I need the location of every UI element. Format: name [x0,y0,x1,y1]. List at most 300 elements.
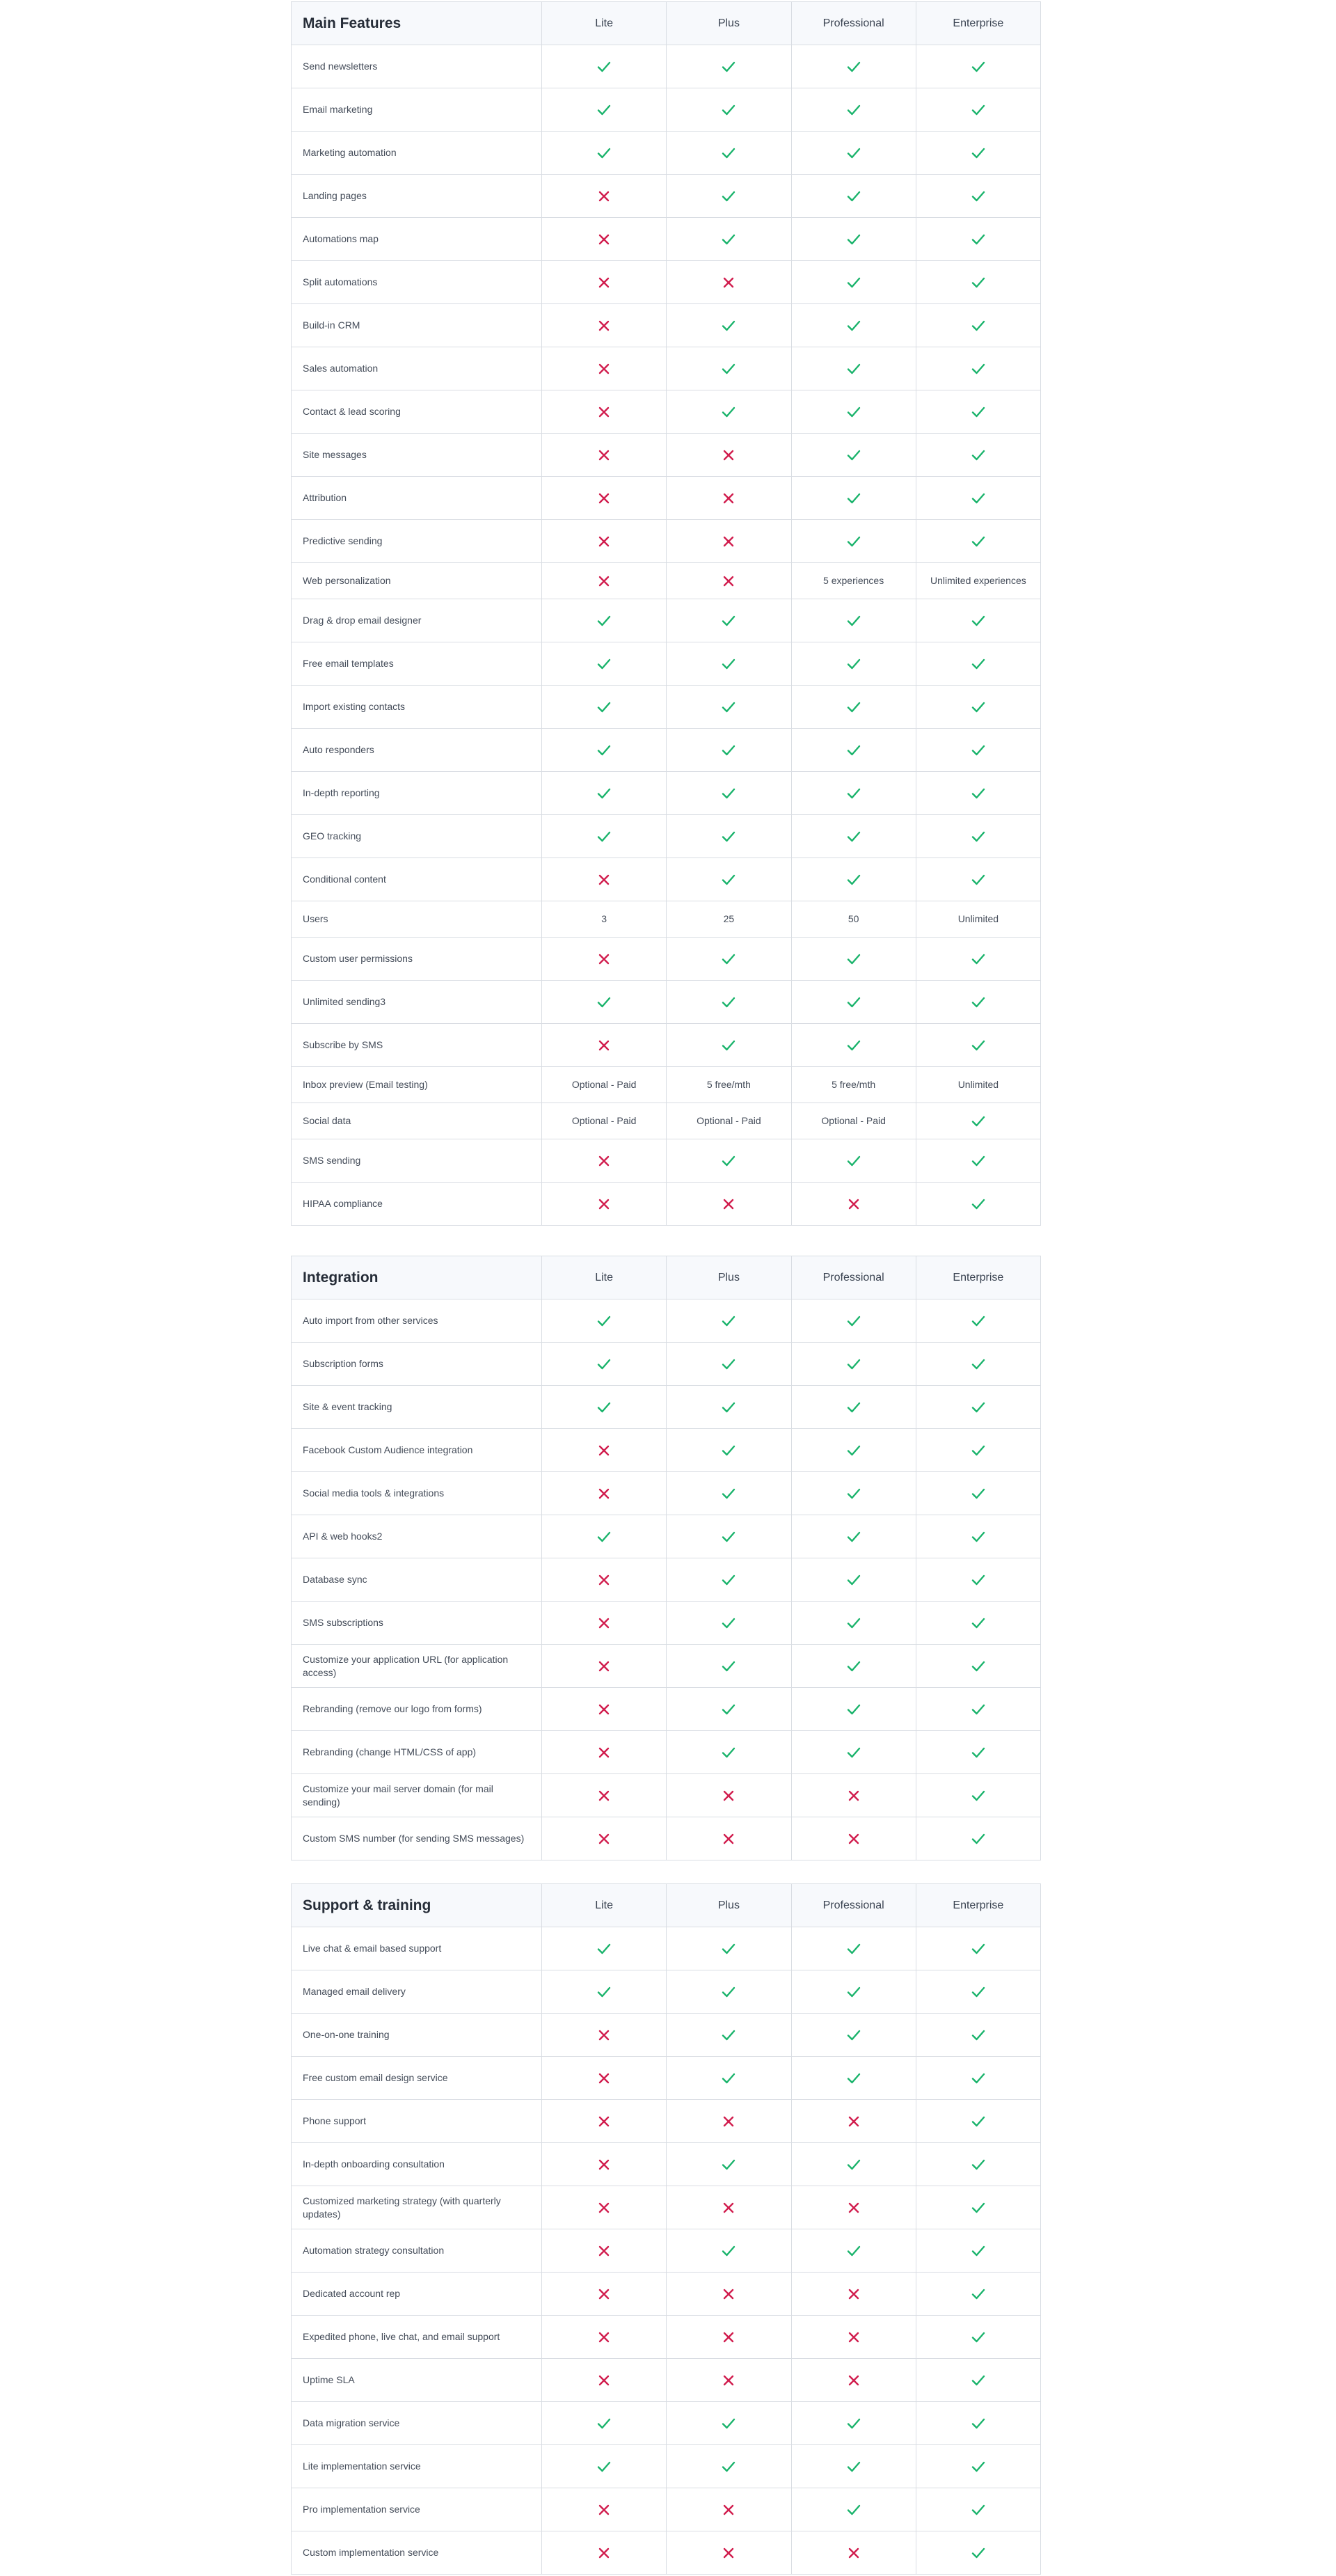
plan-cell-professional [791,1817,916,1860]
plan-cell-lite [542,1645,667,1688]
plan-cell-lite [542,2402,667,2445]
plan-cell-enterprise [916,938,1040,981]
plan-cell-enterprise [916,1386,1040,1429]
check-icon [596,1313,612,1329]
plan-cell-professional [791,347,916,390]
check-icon [970,1701,987,1718]
table-row [292,938,1041,981]
plan-cell-enterprise [916,2186,1040,2229]
feature-label: Custom implementation service [292,2531,542,2575]
plan-cell-enterprise [916,815,1040,858]
comparison-table [291,1256,1041,1860]
check-icon [596,742,612,759]
plan-cell-professional [791,2100,916,2143]
check-icon [970,490,987,507]
check-icon [845,1658,862,1675]
plan-cell-enterprise [916,347,1040,390]
plan-cell-enterprise [916,520,1040,563]
plan-cell-value: Optional - Paid [667,1103,791,1139]
plan-cell-professional [791,1386,916,1429]
plan-cell-plus [667,1139,791,1183]
cross-icon [596,274,612,291]
table-row [292,1067,1041,1103]
check-icon [845,2458,862,2475]
plan-header-professional: Professional [791,1256,916,1299]
plan-cell-plus [667,2531,791,2575]
plan-cell-plus [667,1515,791,1558]
plan-cell-enterprise [916,45,1040,88]
cross-icon [845,1787,862,1804]
plan-cell-enterprise [916,1103,1040,1139]
check-icon [720,1984,737,2000]
feature-label: HIPAA compliance [292,1183,542,1226]
check-icon [845,1615,862,1631]
check-icon [970,2502,987,2518]
cross-icon [596,1485,612,1502]
plan-cell-lite [542,1817,667,1860]
check-icon [970,656,987,672]
check-icon [845,404,862,420]
check-icon [720,231,737,248]
check-icon [720,317,737,334]
plan-cell-plus [667,2316,791,2359]
feature-label: SMS subscriptions [292,1602,542,1645]
plan-cell-professional [791,1970,916,2014]
check-icon [845,2156,862,2173]
feature-label: Phone support [292,2100,542,2143]
plan-cell-plus [667,477,791,520]
check-icon [845,951,862,967]
feature-label: Inbox preview (Email testing) [292,1067,542,1103]
cross-icon [596,361,612,377]
cross-icon [596,1037,612,1054]
plan-cell-enterprise [916,2531,1040,2575]
check-icon [970,1787,987,1804]
cross-icon [845,2329,862,2346]
cross-icon [596,1572,612,1588]
plan-cell-enterprise [916,2100,1040,2143]
check-icon [970,613,987,629]
check-icon [970,1196,987,1212]
feature-label: Conditional content [292,858,542,901]
check-icon [596,1399,612,1416]
cross-icon [596,1196,612,1212]
plan-cell-professional [791,1602,916,1645]
plan-cell-lite [542,477,667,520]
feature-label: Users [292,901,542,938]
check-icon [720,785,737,802]
table-row [292,563,1041,599]
check-icon [845,2243,862,2259]
plan-cell-value: 5 free/mth [667,1067,791,1103]
cross-icon [720,2113,737,2130]
cross-icon [596,2027,612,2044]
table-row [292,642,1041,686]
table-row [292,1429,1041,1472]
check-icon [845,1701,862,1718]
plan-cell-value: Optional - Paid [542,1103,667,1139]
check-icon [845,1356,862,1373]
plan-cell-lite [542,858,667,901]
plan-cell-lite [542,1024,667,1067]
check-icon [720,1615,737,1631]
plan-cell-value: Optional - Paid [791,1103,916,1139]
check-icon [970,951,987,967]
feature-label: Site messages [292,434,542,477]
plan-cell-plus [667,261,791,304]
table-row [292,218,1041,261]
check-icon [845,102,862,118]
plan-cell-enterprise [916,642,1040,686]
plan-cell-professional [791,1429,916,1472]
check-icon [720,404,737,420]
plan-cell-lite [542,1970,667,2014]
table-row [292,2402,1041,2445]
table-row [292,1343,1041,1386]
table-row [292,2488,1041,2531]
plan-cell-enterprise [916,1645,1040,1688]
plan-cell-lite [542,218,667,261]
feature-label: Custom SMS number (for sending SMS messages) [292,1817,542,1860]
plan-cell-enterprise [916,2488,1040,2531]
check-icon [845,317,862,334]
check-icon [845,613,862,629]
plan-cell-plus [667,2359,791,2402]
check-icon [596,1356,612,1373]
plan-header-plus: Plus [667,1256,791,1299]
plan-cell-professional [791,1645,916,1688]
check-icon [845,58,862,75]
plan-cell-professional [791,2531,916,2575]
plan-cell-professional [791,2273,916,2316]
cross-icon [596,2545,612,2561]
plan-header-professional: Professional [791,1884,916,1927]
plan-cell-lite [542,304,667,347]
check-icon [970,2372,987,2389]
table-row [292,261,1041,304]
plan-cell-plus [667,1817,791,1860]
plan-cell-lite [542,1731,667,1774]
check-icon [970,699,987,716]
table-row [292,2229,1041,2273]
plan-cell-professional [791,1774,916,1817]
check-icon [970,785,987,802]
table-row [292,2273,1041,2316]
check-icon [845,1528,862,1545]
plan-cell-enterprise [916,2359,1040,2402]
plan-cell-enterprise [916,2445,1040,2488]
check-icon [970,102,987,118]
plan-cell-enterprise [916,1299,1040,1343]
plan-cell-plus [667,520,791,563]
check-icon [845,274,862,291]
check-icon [596,1984,612,2000]
plan-cell-plus [667,1927,791,1970]
check-icon [970,58,987,75]
cross-icon [845,2545,862,2561]
cross-icon [720,2502,737,2518]
plan-cell-lite [542,434,667,477]
plan-cell-professional [791,520,916,563]
check-icon [845,1399,862,1416]
cross-icon [596,1831,612,1847]
feature-label: Site & event tracking [292,1386,542,1429]
table-row [292,1970,1041,2014]
plan-cell-professional [791,1139,916,1183]
check-icon [720,2070,737,2087]
check-icon [596,58,612,75]
plan-cell-lite [542,772,667,815]
plan-cell-value: 5 experiences [791,563,916,599]
table-row [292,2014,1041,2057]
plan-cell-professional [791,2359,916,2402]
check-icon [720,656,737,672]
comparison-table [291,1883,1041,2575]
feature-label: Social media tools & integrations [292,1472,542,1515]
check-icon [720,1701,737,1718]
check-icon [845,785,862,802]
check-icon [720,1313,737,1329]
feature-label: Contact & lead scoring [292,390,542,434]
check-icon [970,2458,987,2475]
plan-cell-plus [667,686,791,729]
check-icon [720,1572,737,1588]
plan-cell-enterprise [916,2229,1040,2273]
cross-icon [720,2199,737,2216]
cross-icon [720,274,737,291]
plan-cell-plus [667,938,791,981]
plan-cell-plus [667,132,791,175]
check-icon [970,1658,987,1675]
plan-cell-plus [667,2229,791,2273]
cross-icon [845,2113,862,2130]
plan-cell-professional [791,1343,916,1386]
plan-cell-plus [667,729,791,772]
cross-icon [596,1744,612,1761]
plan-cell-lite [542,1139,667,1183]
plan-cell-professional [791,2402,916,2445]
plan-cell-enterprise [916,2057,1040,2100]
plan-cell-professional [791,261,916,304]
cross-icon [596,1153,612,1169]
plan-cell-professional [791,1688,916,1731]
check-icon [596,785,612,802]
plan-cell-professional [791,2229,916,2273]
plan-cell-enterprise [916,175,1040,218]
table-header-row [292,1256,1041,1299]
plan-cell-professional [791,938,916,981]
check-icon [720,2458,737,2475]
plan-cell-lite [542,1183,667,1226]
cross-icon [596,404,612,420]
table-row [292,347,1041,390]
feature-label: Managed email delivery [292,1970,542,2014]
plan-cell-enterprise [916,132,1040,175]
table-row [292,901,1041,938]
plan-cell-plus [667,88,791,132]
comparison-table [291,1,1041,1226]
plan-header-professional: Professional [791,2,916,45]
plan-cell-professional [791,45,916,88]
plan-cell-professional [791,1731,916,1774]
feature-label: Predictive sending [292,520,542,563]
check-icon [596,828,612,845]
plan-cell-plus [667,2057,791,2100]
check-icon [845,188,862,205]
cross-icon [720,1196,737,1212]
check-icon [970,1831,987,1847]
plan-cell-enterprise [916,1602,1040,1645]
plan-cell-plus [667,1970,791,2014]
plan-cell-lite [542,1429,667,1472]
plan-cell-plus [667,563,791,599]
feature-label: Rebranding (remove our logo from forms) [292,1688,542,1731]
check-icon [845,2027,862,2044]
check-icon [970,145,987,161]
check-icon [970,1744,987,1761]
check-icon [970,1984,987,2000]
plan-cell-professional [791,88,916,132]
table-row [292,477,1041,520]
plan-cell-value: Unlimited [916,1067,1040,1103]
plan-cell-enterprise [916,981,1040,1024]
plan-cell-lite [542,729,667,772]
plan-cell-lite [542,642,667,686]
check-icon [720,2415,737,2432]
plan-cell-lite [542,2273,667,2316]
plan-cell-lite [542,132,667,175]
feature-label: Database sync [292,1558,542,1602]
check-icon [845,1984,862,2000]
support-training-section [291,1883,1040,2575]
plan-cell-professional [791,2488,916,2531]
check-icon [845,871,862,888]
plan-cell-enterprise [916,2402,1040,2445]
plan-cell-enterprise [916,434,1040,477]
plan-cell-plus [667,1774,791,1817]
plan-cell-value: Unlimited experiences [916,563,1040,599]
plan-cell-professional [791,2186,916,2229]
check-icon [970,231,987,248]
plan-cell-professional [791,304,916,347]
cross-icon [845,2199,862,2216]
table-row [292,1927,1041,1970]
plan-cell-professional [791,2445,916,2488]
feature-label: Customized marketing strategy (with quarterly updates) [292,2186,542,2229]
cross-icon [596,871,612,888]
plan-cell-plus [667,218,791,261]
plan-cell-enterprise [916,390,1040,434]
cross-icon [596,490,612,507]
plan-cell-enterprise [916,1139,1040,1183]
check-icon [845,2415,862,2432]
plan-cell-plus [667,1731,791,1774]
plan-cell-enterprise [916,261,1040,304]
plan-cell-lite [542,2488,667,2531]
feature-label: Auto import from other services [292,1299,542,1343]
feature-label: Import existing contacts [292,686,542,729]
check-icon [970,2199,987,2216]
plan-cell-lite [542,1515,667,1558]
check-icon [970,828,987,845]
table-row [292,434,1041,477]
plan-cell-lite [542,1472,667,1515]
plan-cell-plus [667,772,791,815]
plan-cell-value: 50 [791,901,916,938]
check-icon [970,1528,987,1545]
plan-header-enterprise: Enterprise [916,1884,1040,1927]
check-icon [845,447,862,464]
cross-icon [596,2372,612,2389]
feature-label: Build-in CRM [292,304,542,347]
check-icon [845,828,862,845]
check-icon [970,1572,987,1588]
plan-cell-enterprise [916,2014,1040,2057]
check-icon [596,1528,612,1545]
table-row [292,2186,1041,2229]
feature-label: Free custom email design service [292,2057,542,2100]
check-icon [720,2243,737,2259]
table-header-row [292,1884,1041,1927]
check-icon [596,102,612,118]
feature-label: Expedited phone, live chat, and email support [292,2316,542,2359]
plan-cell-plus [667,434,791,477]
feature-label: Sales automation [292,347,542,390]
plan-cell-enterprise [916,2143,1040,2186]
check-icon [720,361,737,377]
plan-cell-value: 25 [667,901,791,938]
check-icon [970,994,987,1011]
table-row [292,1103,1041,1139]
check-icon [970,2113,987,2130]
table-row [292,2445,1041,2488]
table-row [292,520,1041,563]
check-icon [720,1744,737,1761]
check-icon [970,1113,987,1130]
plan-cell-lite [542,1343,667,1386]
check-icon [720,58,737,75]
check-icon [596,994,612,1011]
plan-cell-lite [542,45,667,88]
cross-icon [596,1615,612,1631]
plan-cell-professional [791,1515,916,1558]
check-icon [720,828,737,845]
plan-cell-professional [791,2143,916,2186]
check-icon [845,2502,862,2518]
plan-cell-plus [667,981,791,1024]
feature-label: Facebook Custom Audience integration [292,1429,542,1472]
check-icon [720,1528,737,1545]
feature-label: One-on-one training [292,2014,542,2057]
table-row [292,1602,1041,1645]
cross-icon [720,533,737,550]
check-icon [845,145,862,161]
check-icon [596,2458,612,2475]
check-icon [720,1485,737,1502]
plan-cell-lite [542,2229,667,2273]
table-row [292,858,1041,901]
feature-label: Data migration service [292,2402,542,2445]
plan-cell-enterprise [916,1927,1040,1970]
feature-label: Customize your mail server domain (for mail sending) [292,1774,542,1817]
check-icon [845,656,862,672]
plan-cell-lite [542,347,667,390]
feature-label: Unlimited sending3 [292,981,542,1024]
check-icon [970,742,987,759]
check-icon [970,1941,987,1957]
cross-icon [596,2070,612,2087]
feature-label: In-depth reporting [292,772,542,815]
